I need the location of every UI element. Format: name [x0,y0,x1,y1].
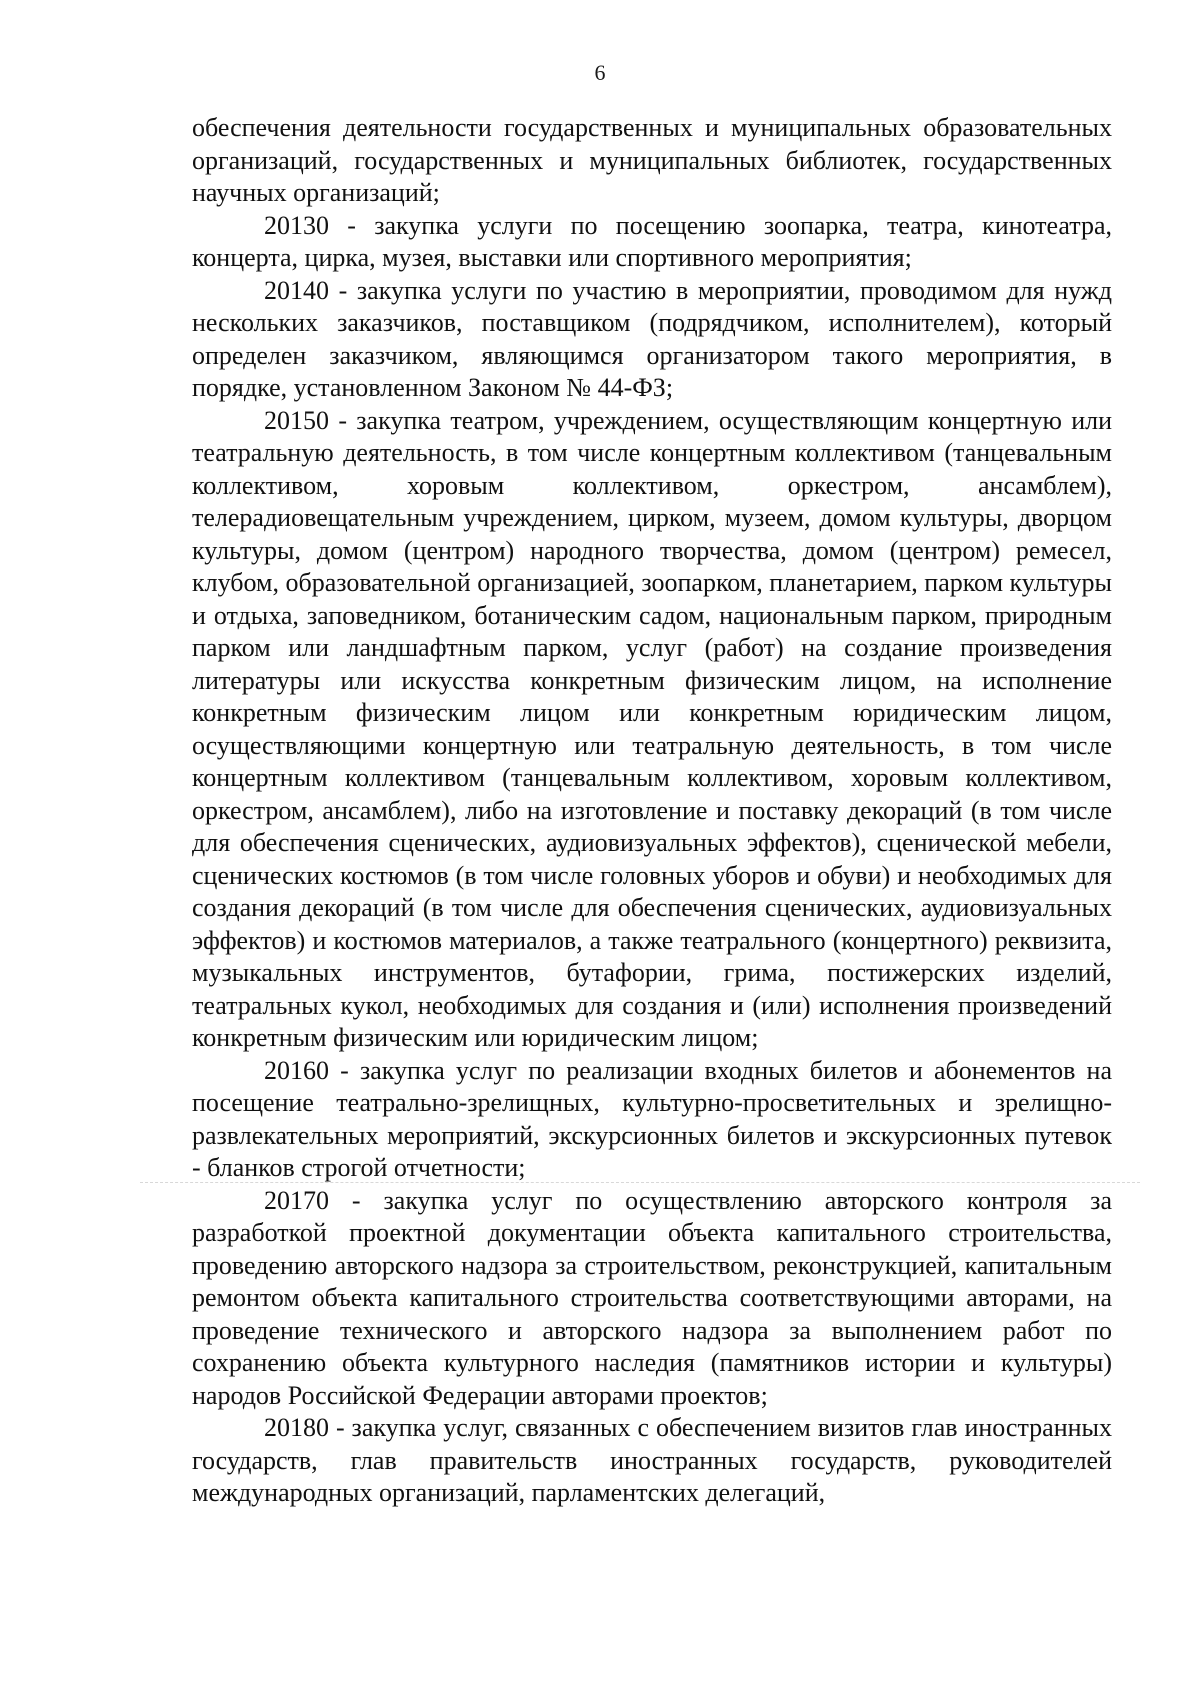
paragraph-20170: 20170 - закупка услуг по осуществлению авторского контроля за разработкой проектной документации объекта капитального строительства, проведению авторского надзора за строительством, реконструкцией, капитальным ремонтом объекта капитального строительства соответствующими авторами, на проведение технического и авторского надзора за выполнением работ по сохранению объекта культурного наследия (памятников истории и культуры) народов Российской Федерации авторами проектов; [192,1185,1112,1410]
paragraph-continuation: обеспечения деятельности государственных и муниципальных образовательных организаций, государственных и муниципальных библиотек, государственных научных организаций; [192,113,1112,207]
page-number: 6 [594,60,606,85]
paragraph-20150: 20150 - закупка театром, учреждением, осуществляющим концертную или театральную деятельность, в том числе концертным коллективом (танцевальным коллективом, хоровым коллективом, оркестром, ансамблем), телерадиовещательным учреждением, цирком, музеем, домом культуры, дворцом культуры, домом (центром) народного творчества, домом (центром) ремесел, клубом, образовательной организацией, зоопарком, планетарием, парком культуры и отдыха, заповедником, ботаническим садом, национальным парком, природным парком или ландшафтным парком, услуг (работ) на создание произведения литературы или искусства конкретным физическим лицом, на исполнение конкретным физическим лицом или конкретным юридическим лицом, осуществляющими концертную или театральную деятельность, в том числе концертным коллективом (танцевальным коллективом, хоровым коллективом, оркестром, ансамблем), либо на изготовление и поставку декораций (в том числе для обеспечения сценических, аудиовизуальных эффектов), сценической мебели, сценических костюмов (в том числе головных уборов и обуви) и необходимых для создания декораций (в том числе для обеспечения сценических, аудиовизуальных эффектов) и костюмов материалов, а также театрального (концертного) реквизита, музыкальных инструментов, бутафории, грима, постижерских изделий, театральных кукол, необходимых для создания и (или) исполнения произведений конкретным физическим или юридическим лицом; [192,405,1112,1052]
paragraph-20130: 20130 - закупка услуги по посещению зоопарка, театра, кинотеатра, концерта, цирка, музея, выставки или спортивного мероприятия; [192,210,1112,272]
document-body [192,112,1112,1510]
paragraph-20160: 20160 - закупка услуг по реализации входных билетов и абонементов на посещение театрально-зрелищных, культурно-просветительных и зрелищно-развлекательных мероприятий, экскурсионных билетов и экскурсионных путевок - бланков строгой отчетности; [192,1055,1112,1182]
paragraph-20180: 20180 - закупка услуг, связанных с обеспечением визитов глав иностранных государств, глав правительств иностранных государств, руководителей международных организаций, парламентских делегаций, [192,1413,1112,1507]
paragraph-20140: 20140 - закупка услуги по участию в мероприятии, проводимом для нужд нескольких заказчиков, поставщиком (подрядчиком, исполнителем), который определен заказчиком, являющимся организатором такого мероприятия, в порядке, установленном Законом № 44-ФЗ; [192,275,1112,402]
